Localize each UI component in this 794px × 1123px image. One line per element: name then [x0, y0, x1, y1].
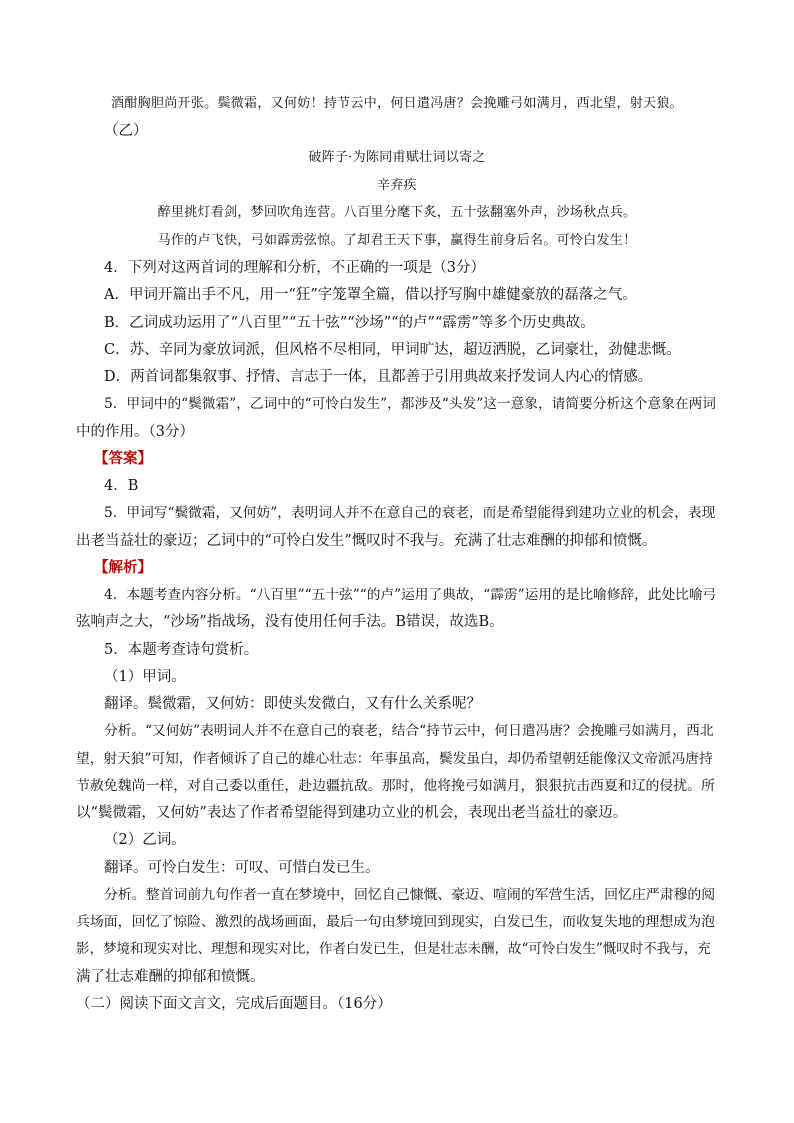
question-4: 4．下列对这两首词的理解和分析，不正确的一项是（3分）	[104, 260, 485, 276]
analysis-jia-line3: 节赦免魏尚一样，对自己委以重任，赴边疆抗敌。那时，他将挽弓如满月，狠狠抗击西夏和辽的侵扰。所	[76, 778, 715, 794]
answer-5-line1: 5．甲词写“鬓微霜，又何妨”，表明词人并不在意自己的衰老，而是希望能得到建功立业的机会，表现	[104, 505, 716, 521]
analysis-heading: 【解析】	[94, 559, 152, 576]
answer-5-line2: 出老当益壮的豪迈；乙词中的“可怜白发生”慨叹时不我与。充满了壮志难酬的抑郁和愤慨。	[76, 533, 657, 549]
answer-4: 4．B	[104, 478, 139, 494]
analysis-5: 5．本题考查诗句赏析。	[104, 642, 259, 658]
question-5-line2: 中的作用。（3分）	[76, 424, 194, 440]
option-d: D．两首词都集叙事、抒情、言志于一体，且都善于引用典故来抒发词人内心的情感。	[104, 369, 653, 385]
option-a: A．甲词开篇出手不凡，用一“狂”字笼罩全篇，借以抒写胸中雄健豪放的磊落之气。	[104, 287, 637, 303]
analysis-yi-label: （2）乙词。	[104, 832, 186, 848]
option-c: C．苏、辛同为豪放词派，但风格不尽相同，甲词旷达，超迈洒脱，乙词豪壮，劲健悲慨。	[104, 342, 681, 358]
analysis-yi-line2: 兵场面，回忆了惊险、激烈的战场画面，最后一句由梦境回到现实，白发已生，而收复失地的理想成为泡	[76, 914, 715, 930]
poem-jia-tail: 酒酣胸胆尚开张。鬓微霜，又何妨！持节云中，何日遣冯唐？会挽雕弓如满月，西北望，射天狼。	[111, 96, 683, 111]
analysis-yi-line3: 影，梦境和现实对比、理想和现实对比，作者白发已生，但是壮志未酬，故“可怜白发生”慨叹时不我与，充	[76, 941, 711, 957]
poem-yi-label: （乙）	[104, 123, 148, 139]
analysis-jia-translation: 翻译。鬓微霜，又何妨：即使头发微白，又有什么关系呢？	[104, 696, 481, 712]
analysis-yi-line1: 分析。整首词前九句作者一直在梦境中，回忆自己慷慨、豪迈、喧闹的军营生活，回忆庄严肃穆的阅	[104, 887, 716, 903]
poem-yi-author: 辛弃疾	[377, 178, 417, 193]
poem-yi-line1: 醉里挑灯看剑，梦回吹角连营。八百里分麾下炙，五十弦翻塞外声，沙场秋点兵。	[157, 205, 637, 220]
analysis-jia-line2: 望，射天狼”可知，作者倾诉了自己的雄心壮志：年事虽高，鬓发虽白，却仍希望朝廷能像汉文帝派冯唐持	[76, 751, 713, 767]
section-two-heading: （二）阅读下面文言文，完成后面题目。（16分）	[76, 996, 392, 1012]
poem-yi-title: 破阵子·为陈同甫赋壮词以寄之	[308, 150, 486, 165]
analysis-yi-translation: 翻译。可怜白发生：可叹、可惜白发已生。	[104, 860, 380, 876]
analysis-yi-line4: 满了壮志难酬的抑郁和愤慨。	[76, 969, 265, 985]
poem-yi-line2: 马作的卢飞快，弓如霹雳弦惊。了却君王天下事，赢得生前身后名。可怜白发生！	[157, 233, 637, 248]
analysis-4-line1: 4．本题考查内容分析。“八百里”“五十弦”“的卢”运用了典故，“霹雳”运用的是比喻修辞，此处比喻弓	[104, 587, 717, 603]
analysis-jia-line4: 以“鬓微霜，又何妨”表达了作者希望能得到建功立业的机会，表现出老当益壮的豪迈。	[76, 805, 628, 821]
option-b: B．乙词成功运用了“八百里”“五十弦”“沙场”“的卢”“霹雳”等多个历史典故。	[104, 315, 595, 331]
answer-heading: 【答案】	[94, 450, 152, 467]
question-5-line1: 5．甲词中的“鬓微霜”，乙词中的“可怜白发生”，都涉及“头发”这一意象，请简要分析这个意象在两词	[104, 396, 716, 412]
analysis-jia-line1: 分析。“又何妨”表明词人并不在意自己的衰老，结合“持节云中，何日遣冯唐？会挽雕弓如满月，西北	[104, 723, 714, 739]
analysis-4-line2: 弦响声之大，“沙场”指战场，没有使用任何手法。B错误，故选B。	[76, 614, 504, 630]
analysis-jia-label: （1）甲词。	[104, 669, 186, 685]
